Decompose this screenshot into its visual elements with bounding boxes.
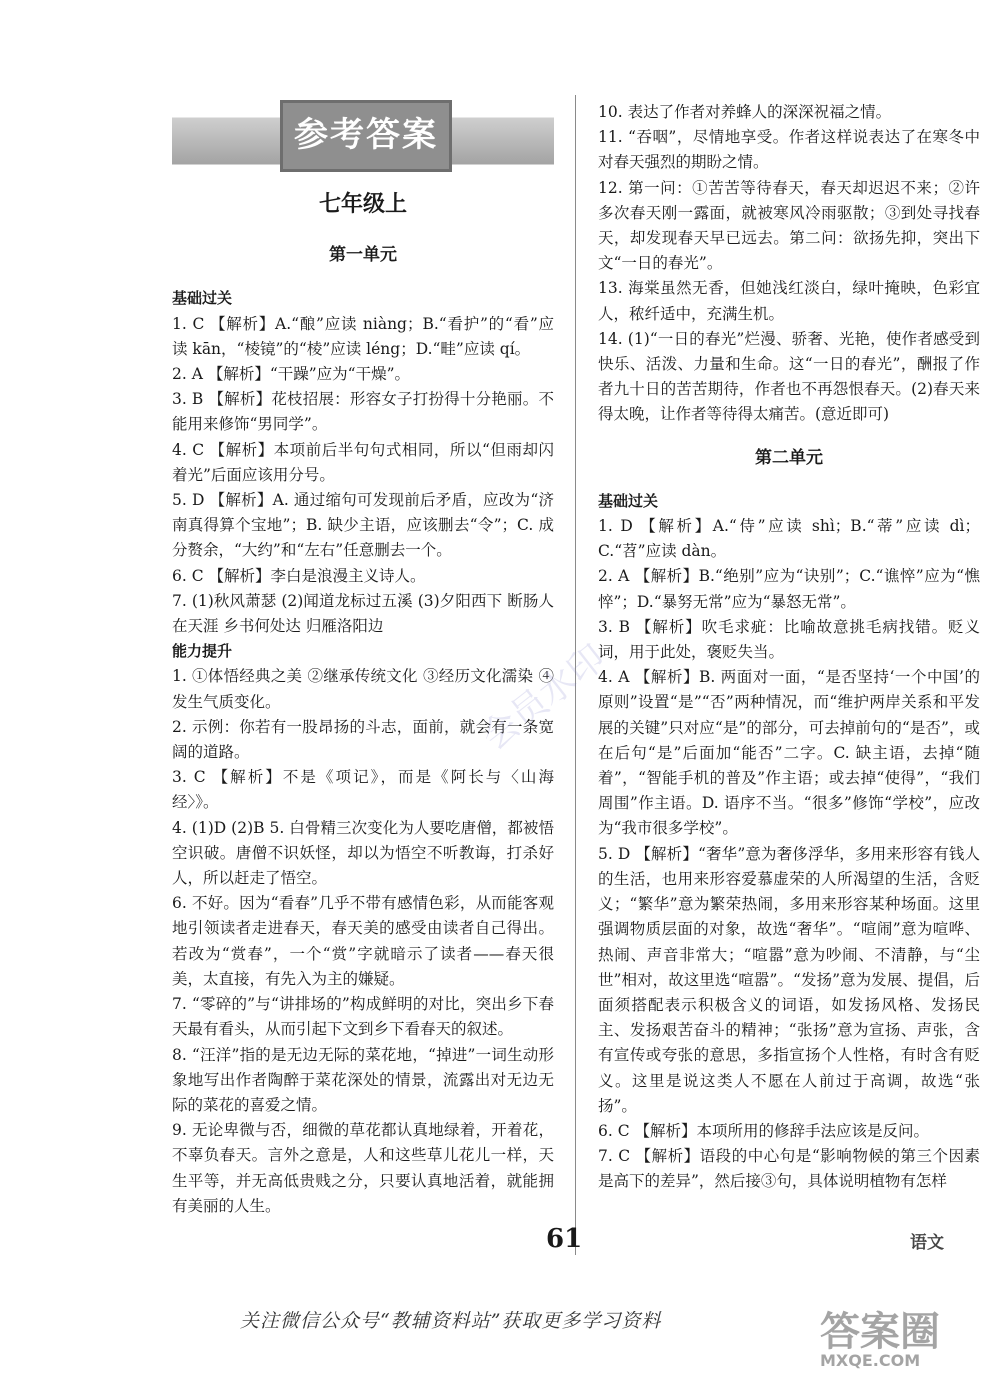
answer-item: 3. B 【解析】吹毛求疵：比喻故意挑毛病找错。贬义词，用于此处，褒贬失当。 [598, 617, 980, 662]
unit2-basic-label: 基础过关 [598, 491, 659, 510]
member-watermark: 会员水印 [474, 637, 614, 759]
answer-item: 7. C 【解析】语段的中心句是“影响物候的第三个因素是高下的差异”，然后接③句，具体说明植物有怎样 [598, 1147, 980, 1191]
banner-box [280, 100, 452, 172]
answer-item: 7. “零碎的”与“讲排场的”构成鲜明的对比，突出乡下春天最有看头，从而引起下文到乡下看春天的叙述。 [172, 995, 554, 1039]
answer-item: 2. A 【解析】B.“绝别”应为“诀别”；C.“谯悴”应为“憔悴”；D.“暴努无常”应为“暴怒无常”。 [598, 567, 980, 611]
answer-item: 4. A 【解析】B. 两面对一面，“是否坚持‘一个中国’的原则”设置“是”“否”两种情况，而“维护两岸关系和平发展的关键”只对应“是”的部分，可去掉前句的“是否”，或在后句“是”后面加“能否”二字。C. 缺主语，去掉“随着”，“智能手机的普及”作主语；或去掉“使得”，“我们周围”作主语。D. 语序不当。“很多”修饰“学校”，应改为“我市很多学校”。 [598, 668, 980, 838]
answer-item: 1. D 【解析】A.“侍”应读 shì；B.“蒂”应读 dì；C.“苕”应读 dàn。 [598, 517, 980, 561]
site-logo [820, 1300, 980, 1370]
answer-item: 2. 示例：你若有一股昂扬的斗志，面前，就会有一条宽阔的道路。 [172, 717, 554, 762]
answer-item: 4. C 【解析】本项前后半句句式相同，所以“但雨却闪着光”后面应该用分号。 [172, 440, 554, 484]
logo-sub: MXQE.COM [820, 1351, 921, 1370]
answer-item: 2. A 【解析】“干躁”应为“干燥”。 [172, 365, 411, 384]
answer-item: 5. D 【解析】A. 通过缩句可发现前后矛盾，应改为“济南真得算个宝地”；B. 缺少主语，应该删去“令”；C. 成分赘余，“大约”和“左右”任意删去一个。 [172, 491, 554, 560]
grade-title: 七年级上 [318, 192, 407, 217]
answer-item: 6. 不好。因为“看春”几乎不带有感情色彩，从而能客观地引领读者走进春天，春天美的感受由读者自己得出。若改为“赏春”，一个“赏”字就暗示了读者——春天很美，太直接，有先入为主的嫌疑。 [172, 894, 554, 988]
answer-item: 3. C 【解析】不是《项记》，而是《阿长与〈山海经〉》。 [172, 768, 554, 812]
answer-item: 6. C 【解析】本项所用的修辞手法应该是反问。 [598, 1121, 930, 1140]
unit1-advanced-label: 能力提升 [172, 642, 233, 661]
answer-item: 9. 无论卑微与否，细微的草花都认真地绿着，开着花，不辜负春天。言外之意是，人和这些草儿花儿一样，天生平等，并无高低贵贱之分，只要认真地活着，就能拥有美丽的人生。 [172, 1121, 554, 1215]
logo-main: 答案圈 [820, 1309, 940, 1355]
answer-item: 12. 第一问：①苦苦等待春天，春天却迟迟不来；②许多次春天刚一露面，就被寒风冷雨驱散；③到处寻找春天，却发现春天早已远去。第二问：欲扬先抑，突出下文“一日的春光”。 [598, 178, 980, 273]
left-column [172, 100, 554, 1219]
answer-item: 1. C 【解析】A.“酿”应读 niàng；B.“看护”的“看”应读 kān，“棱镜”的“棱”应读 léng；D.“畦”应读 qí。 [172, 314, 554, 358]
banner-title: 参考答案 [294, 115, 438, 156]
answer-item: 5. D 【解析】“奢华”意为奢侈浮华，多用来形容有钱人的生活，也用来形容爱慕虚荣的人所渴望的生活，含贬义；“繁华”意为繁荣热闹，多用来形容某种场面。这里强调物质层面的对象，故选“奢华”。“喧闹”意为喧哗、热闹、声音非常大；“喧嚣”意为吵闹、不清静，与“尘世”相对，故这里选“喧嚣”。“发扬”意为发展、提倡，后面须搭配表示积极含义的词语，如发扬风格、发扬民主、发扬艰苦奋斗的精神；“张扬”意为宣扬、声张，含有宣传或夸张的意思，多指宣扬个人性格，有时含有贬义。这里是说这类人不愿在人前过于高调，故选“张扬”。 [598, 844, 980, 1115]
answer-item: 3. B 【解析】花枝招展：形容女子打扮得十分艳丽。不能用来修饰“男同学”。 [172, 390, 554, 434]
answer-item: 14. (1)“一日的春光”烂漫、骄奢、光艳，使作者感受到快乐、活泼、力量和生命。这“一日的春光”，酬报了作者九十日的苦苦期待，作者也不再怨恨春天。(2)春天来得太晚，让作者等待得太痛苦。(意近即可) [598, 329, 980, 424]
answer-banner [172, 100, 554, 180]
unit2-title: 第二单元 [755, 447, 823, 468]
answer-item: 7. (1)秋风萧瑟 (2)闻道龙标过五溪 (3)夕阳西下 断肠人在天涯 乡书何处达 归雁洛阳边 [172, 591, 554, 636]
answer-item: 4. (1)D (2)B 5. 白骨精三次变化为人要吃唐僧，都被悟空识破。唐僧不识妖怪，却以为悟空不听教诲，打杀好人，所以赶走了悟空。 [172, 818, 554, 888]
unit1-title: 第一单元 [329, 245, 397, 266]
answer-item: 6. C 【解析】李白是浪漫主义诗人。 [172, 566, 426, 585]
answer-item: 8. “汪洋”指的是无边无际的菜花地，“掉进”一词生动形象地写出作者陶醉于菜花深处的情景，流露出对无边无际的菜花的喜爱之情。 [172, 1045, 554, 1114]
answer-item: 10. 表达了作者对养蜂人的深深祝福之情。 [598, 103, 892, 121]
unit1-basic-label: 基础过关 [172, 289, 233, 308]
right-column [598, 100, 980, 1195]
page-number: 61 [546, 1224, 583, 1254]
answer-item: 1. ①体悟经典之美 ②继承传统文化 ③经历文化濡染 ④发生气质变化。 [172, 667, 554, 711]
subject-label: 语文 [910, 1233, 944, 1253]
answer-item: 13. 海棠虽然无香，但她浅红淡白，绿叶掩映，色彩宜人，秾纤适中，充满生机。 [598, 279, 980, 323]
answer-item: 11. “吞咽”，尽情地享受。作者这样说表达了在寒冬中对春天强烈的期盼之情。 [598, 128, 980, 172]
footer-note: 关注微信公众号“教辅资料站”获取更多学习资料 [240, 1310, 662, 1332]
